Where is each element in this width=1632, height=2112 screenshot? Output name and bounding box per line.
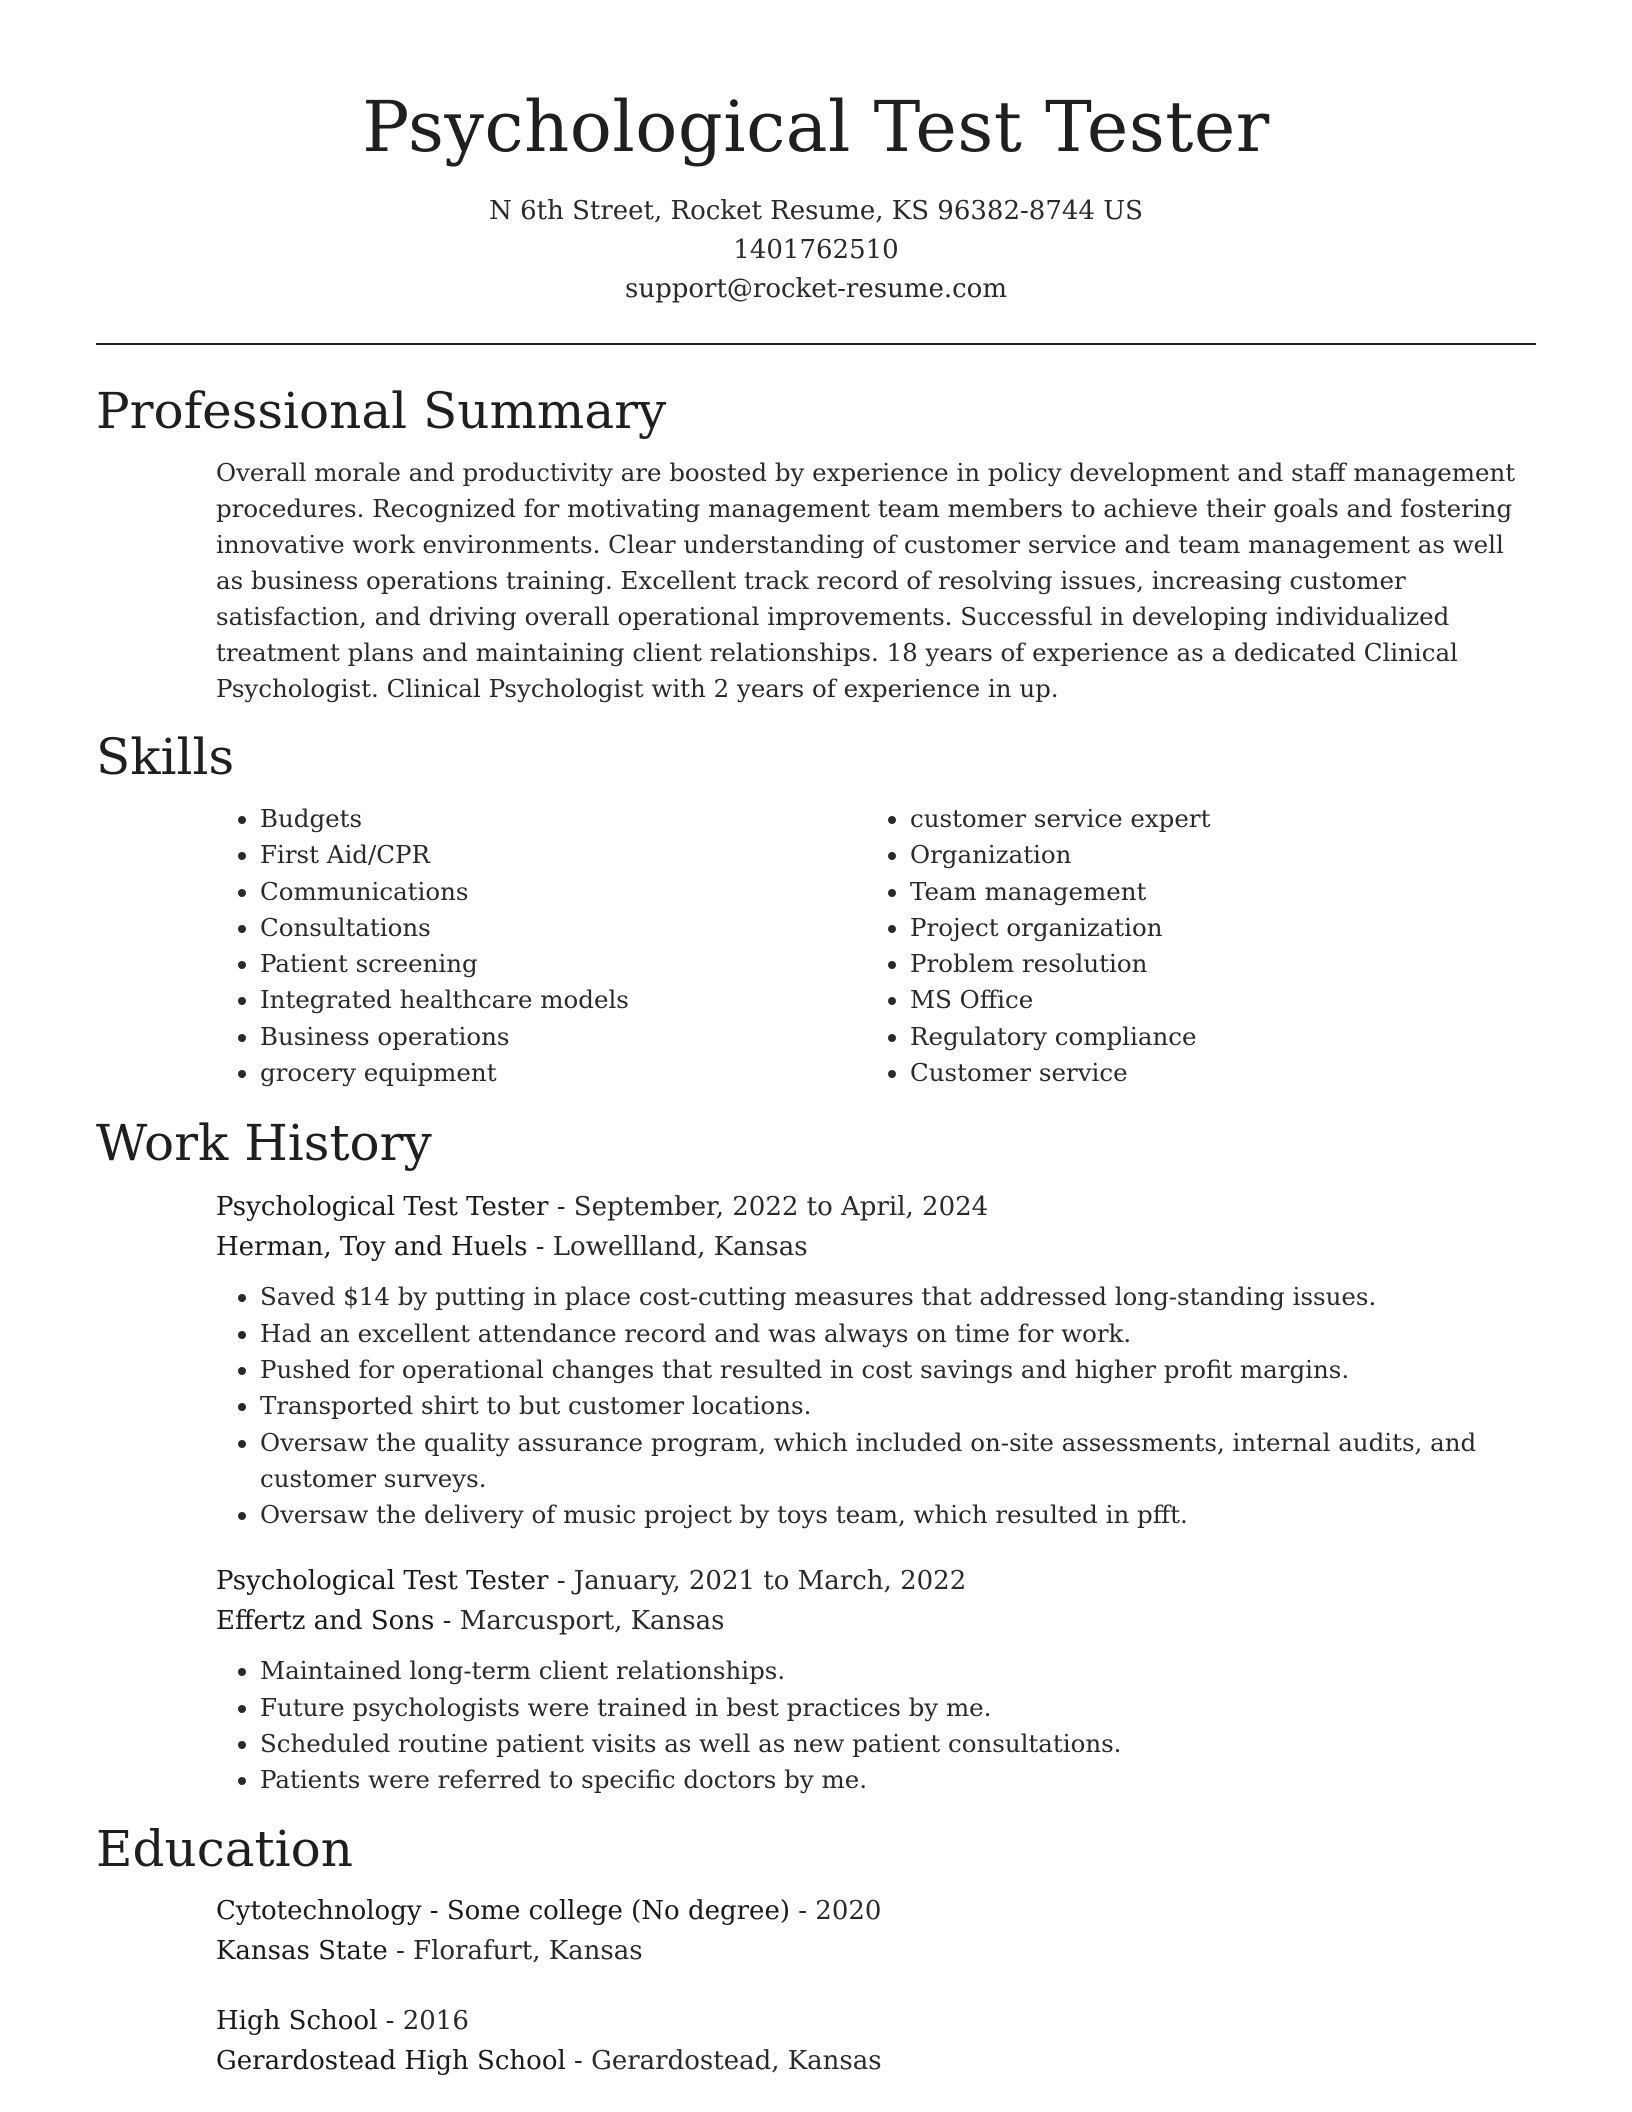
skill-item: • Integrated healthcare models: [260, 982, 866, 1018]
job-bullet: • Transported shirt to but customer locations.: [260, 1388, 1536, 1424]
job-bullet: • Pushed for operational changes that resulted in cost savings and higher profit margins.: [260, 1352, 1536, 1388]
section-title-education: Education: [96, 1819, 353, 1878]
job-location: - Marcusport, Kansas: [434, 1606, 725, 1637]
job-role: Psychological Test Tester: [216, 1566, 549, 1597]
job-bullet: • Patients were referred to specific doctors by me.: [260, 1762, 1536, 1798]
skill-item: • Consultations: [260, 910, 866, 946]
skill-item: • grocery equipment: [260, 1055, 866, 1091]
job-bullet: • Saved $14 by putting in place cost-cutting measures that addressed long-standing issues.: [260, 1279, 1536, 1315]
job-bullet: • Had an excellent attendance record and was always on time for work.: [260, 1316, 1536, 1352]
education-school-line: [216, 2041, 1536, 2081]
skills-column-right: [866, 801, 1510, 1091]
job-company-line: [216, 1227, 1536, 1267]
job-location: - Lowellland, Kansas: [527, 1232, 808, 1263]
skill-item: • Communications: [260, 874, 866, 910]
skill-item: • Project organization: [910, 910, 1510, 946]
job-company: Effertz and Sons: [216, 1606, 435, 1637]
education-location: - Florafurt, Kansas: [387, 1935, 643, 1966]
skills-list: [216, 801, 1536, 1091]
contact-phone: 1401762510: [733, 235, 899, 265]
job-company-line: [216, 1601, 1536, 1641]
skills-column-left: [216, 801, 866, 1091]
education-program-line: [216, 2001, 1536, 2041]
education-entry: [216, 2001, 1536, 2081]
section-title-summary: Professional Summary: [96, 382, 667, 440]
skill-item: • Regulatory compliance: [910, 1019, 1510, 1055]
education-location: - Gerardostead, Kansas: [565, 2045, 882, 2076]
skill-item: • MS Office: [910, 982, 1510, 1018]
contact-email: support@rocket-resume.com: [624, 274, 1007, 304]
job-company: Herman, Toy and Huels: [216, 1232, 528, 1263]
skill-item: • Customer service: [910, 1055, 1510, 1091]
job-bullet: • Scheduled routine patient visits as well as new patient consultations.: [260, 1726, 1536, 1762]
skill-item: • Budgets: [260, 801, 866, 837]
skill-item: • Patient screening: [260, 946, 866, 982]
header-divider: [96, 343, 1536, 345]
education-school: Gerardostead High School: [216, 2045, 566, 2076]
job-role: Psychological Test Tester: [216, 1192, 549, 1223]
job-bullets: [216, 1279, 1536, 1533]
section-title-skills: Skills: [96, 728, 235, 786]
summary-text: Overall morale and productivity are boosted by experience in policy development and staff management procedures. Recognized for motivating management team members to achieve their goals and fostering innovative work environments. Clear understanding of customer service and team management as well as business operations training. Excellent track record of resolving issues, increasing customer satisfaction, and driving overall operational improvements. Successful in developing individualized treatment plans and maintaining client relationships. 18 years of experience as a dedicated Clinical Psychologist. Clinical Psychologist with 2 years of experience in up.: [216, 458, 1516, 703]
education-school: Kansas State: [216, 1935, 388, 1966]
education-program-line: [216, 1891, 1536, 1931]
education-program: Cytotechnology - Some college (No degree): [216, 1895, 790, 1926]
job-dates: - September, 2022 to April, 2024: [548, 1192, 989, 1223]
skill-item: • Team management: [910, 874, 1510, 910]
skill-item: • Problem resolution: [910, 946, 1510, 982]
job-bullet: • Oversaw the delivery of music project by toys team, which resulted in pfft.: [260, 1497, 1536, 1533]
job-title-line: [216, 1561, 1536, 1601]
skill-item: • Organization: [910, 837, 1510, 873]
job-entry: [216, 1561, 1536, 1798]
contact-block: [96, 192, 1536, 309]
job-title-line: [216, 1187, 1536, 1227]
education-year: - 2016: [377, 2005, 469, 2036]
skill-item: • Business operations: [260, 1019, 866, 1055]
education-year: - 2020: [789, 1895, 882, 1926]
contact-address: N 6th Street, Rocket Resume, KS 96382-8744 US: [489, 196, 1143, 226]
resume-page: [96, 0, 1536, 2081]
job-bullet: • Future psychologists were trained in best practices by me.: [260, 1690, 1536, 1726]
skill-item: • customer service expert: [910, 801, 1510, 837]
education-entry: [216, 1891, 1536, 1971]
job-entry: [216, 1187, 1536, 1533]
job-bullets: [216, 1653, 1536, 1798]
job-dates: - January, 2021 to March, 2022: [548, 1566, 967, 1597]
education-program: High School: [216, 2005, 378, 2036]
candidate-name: Psychological Test Tester: [362, 86, 1270, 168]
education-school-line: [216, 1931, 1536, 1971]
job-bullet: • Oversaw the quality assurance program, which included on-site assessments, internal audits, and customer surveys.: [260, 1425, 1536, 1498]
skill-item: • First Aid/CPR: [260, 837, 866, 873]
section-title-work-history: Work History: [96, 1114, 432, 1173]
job-bullet: • Maintained long-term client relationships.: [260, 1653, 1536, 1689]
